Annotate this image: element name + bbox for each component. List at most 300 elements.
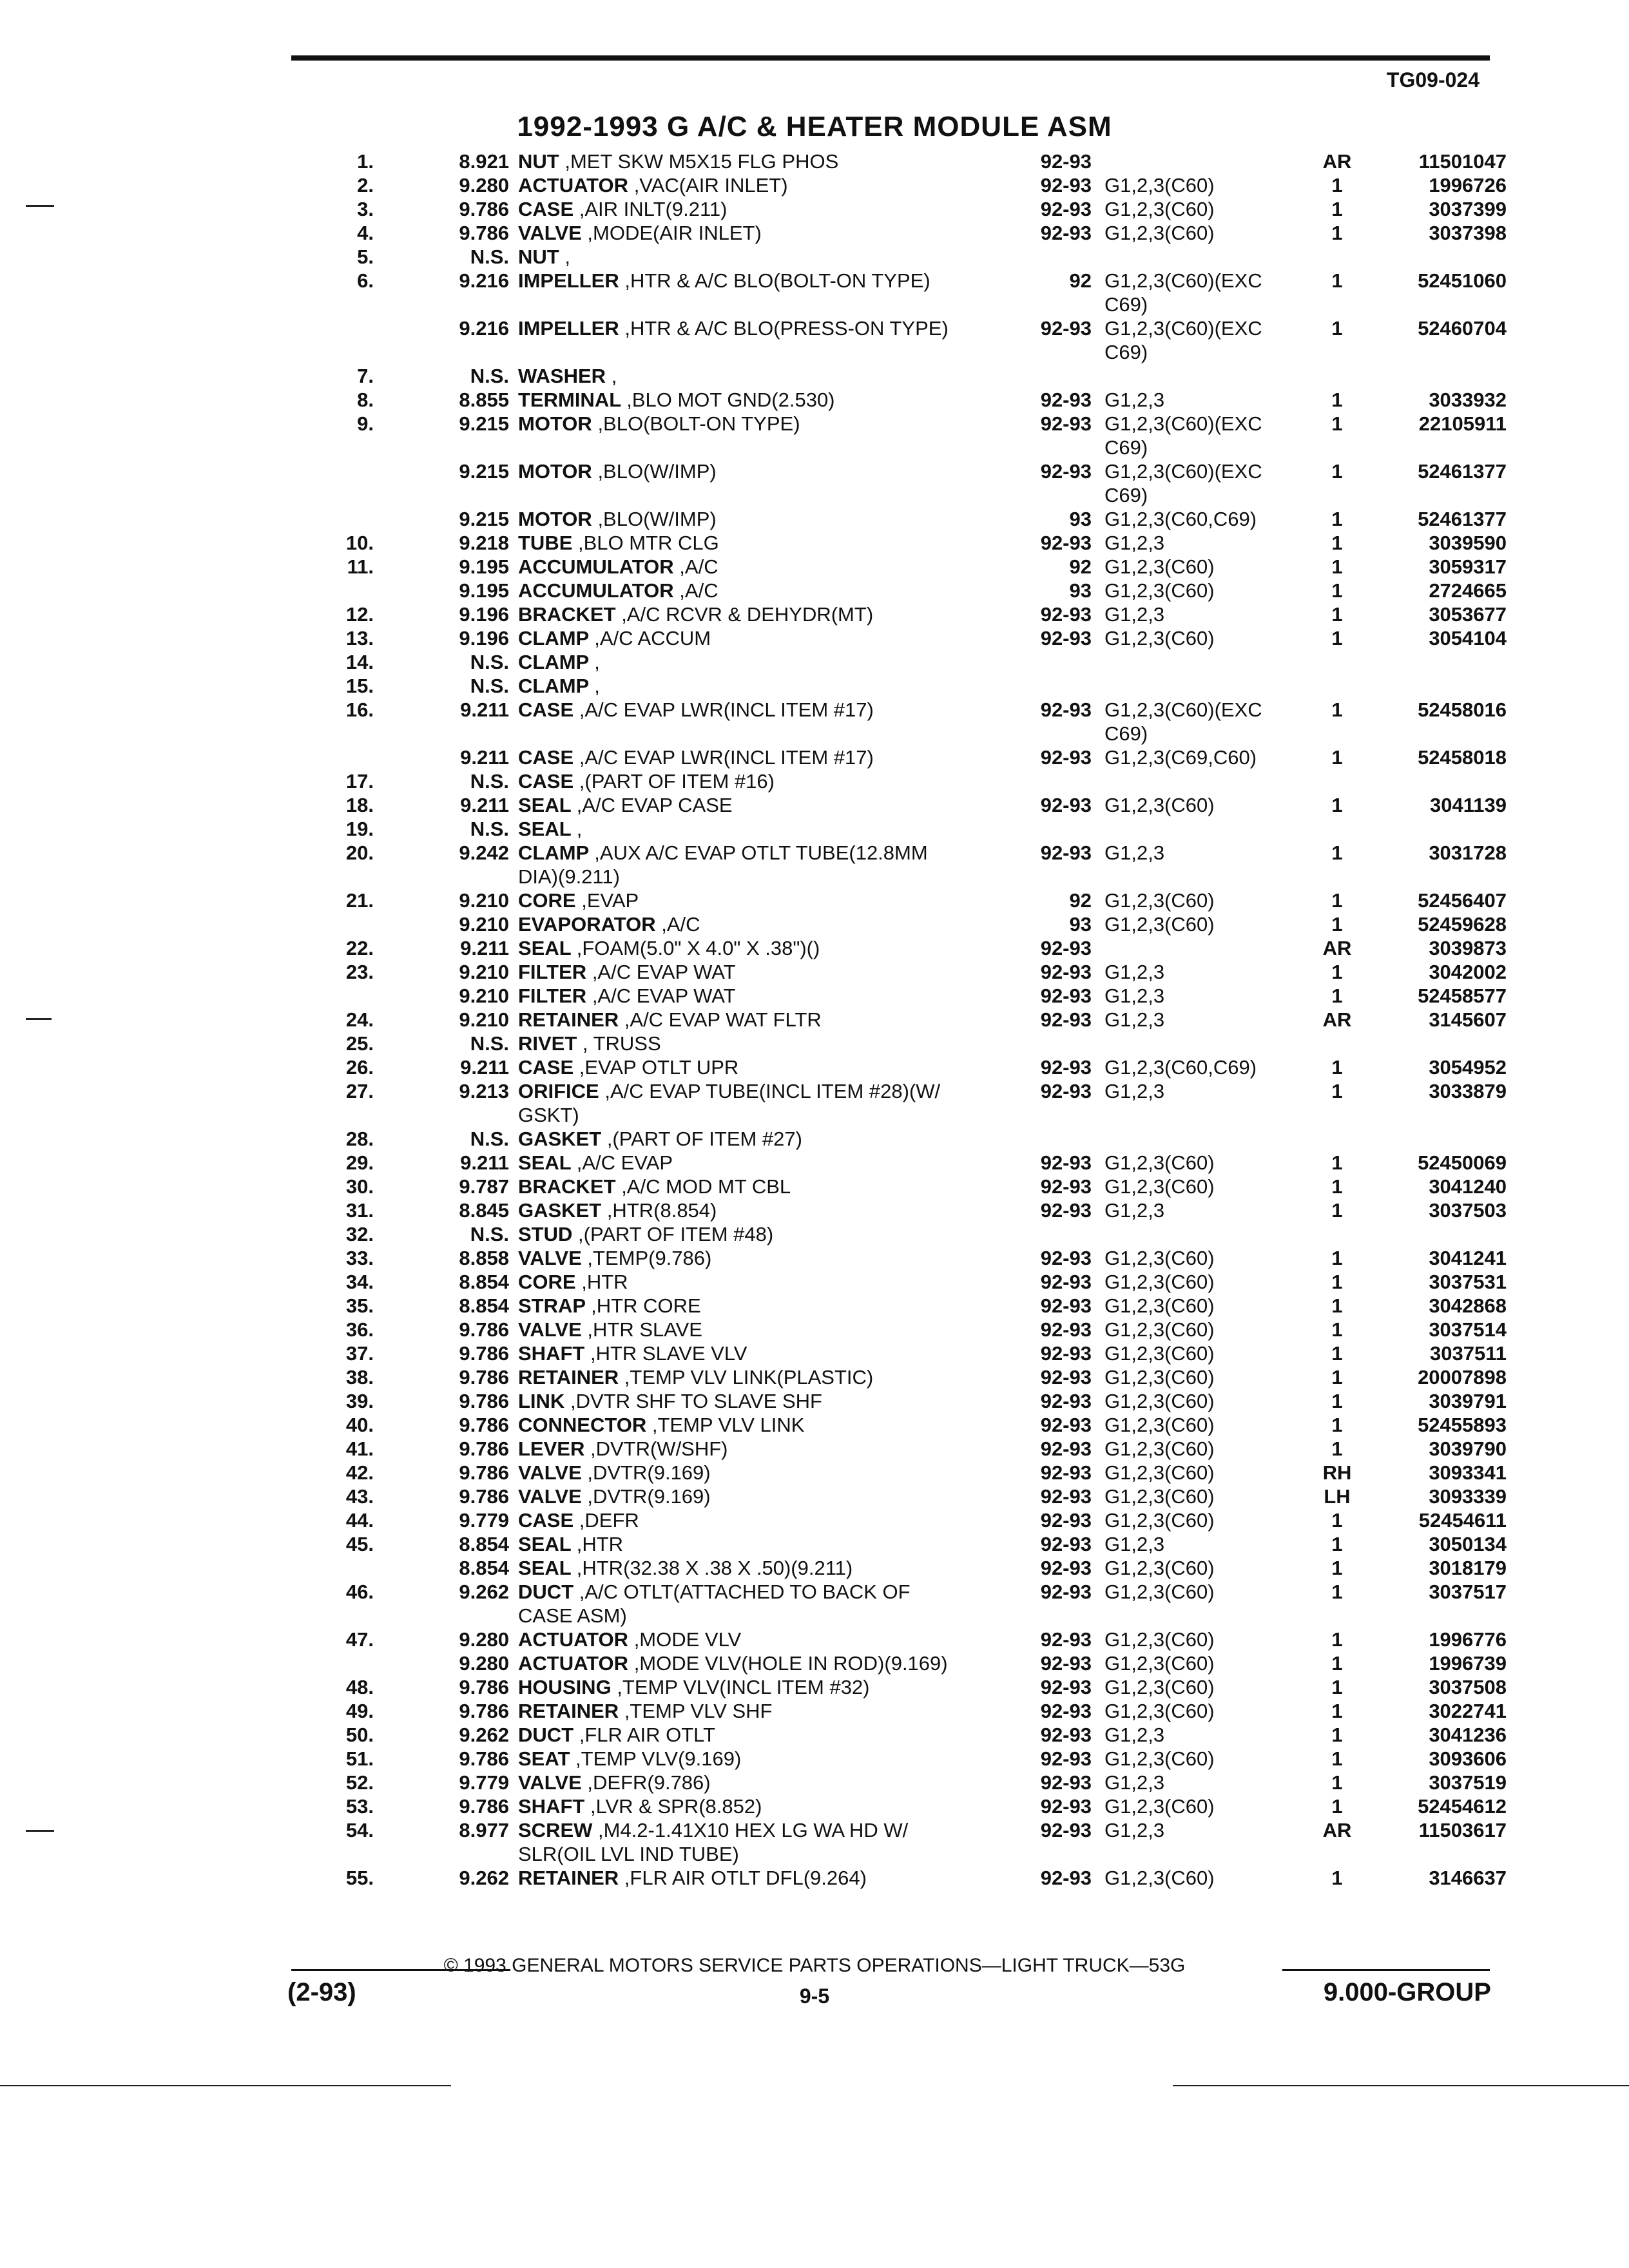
item-number: 53.	[345, 1795, 374, 1818]
part-detail: ,	[594, 675, 600, 697]
section-number: 8.854	[459, 1294, 509, 1317]
part-row	[309, 1866, 1507, 1890]
part-row	[309, 507, 1507, 531]
part-description	[509, 245, 1025, 269]
part-name: RETAINER	[518, 1700, 619, 1722]
part-number: 3033932	[1429, 389, 1507, 411]
section-number: 9.210	[459, 913, 509, 936]
section-number: 9.215	[459, 412, 509, 435]
part-number: 3053677	[1429, 603, 1507, 626]
part-row	[309, 555, 1507, 579]
part-name: MOTOR	[518, 508, 592, 530]
part-number: 3054952	[1429, 1056, 1507, 1079]
part-name: CASE	[518, 746, 574, 769]
part-description	[509, 1437, 1025, 1461]
section-number: 9.280	[459, 1628, 509, 1651]
part-description	[509, 674, 1025, 698]
part-number: 3039790	[1429, 1437, 1507, 1460]
section-number: 9.779	[459, 1771, 509, 1794]
part-row	[309, 1151, 1507, 1175]
quantity: RH	[1322, 1461, 1352, 1484]
model-usage: G1,2,3(C60)	[1104, 1318, 1215, 1341]
part-description	[509, 1723, 1025, 1747]
part-number: 3054104	[1429, 627, 1507, 649]
model-usage: G1,2,3(C60)	[1104, 889, 1215, 912]
section-number: 9.242	[459, 841, 509, 864]
section-number: 8.921	[459, 150, 509, 173]
part-row	[309, 1794, 1507, 1818]
model-years: 92-93	[1040, 603, 1092, 626]
part-name: FILTER	[518, 961, 587, 983]
part-number: 52460704	[1418, 317, 1507, 340]
model-years: 92-93	[1040, 1461, 1092, 1484]
part-row	[309, 936, 1507, 960]
model-usage: G1,2,3(C60)	[1104, 627, 1215, 649]
item-number: 8.	[357, 389, 374, 411]
section-number: 9.210	[459, 1008, 509, 1031]
part-detail: , TRUSS	[582, 1032, 661, 1055]
model-years: 93	[1069, 579, 1092, 602]
part-description	[509, 793, 1025, 817]
part-row	[309, 1246, 1507, 1270]
section-number: 9.210	[459, 985, 509, 1007]
item-number: 40.	[345, 1414, 374, 1436]
item-number: 10.	[345, 532, 374, 554]
quantity: 1	[1331, 460, 1343, 483]
model-years: 92-93	[1040, 627, 1092, 649]
item-number: 54.	[345, 1819, 374, 1841]
quantity: 1	[1331, 555, 1343, 578]
part-description	[509, 1055, 1025, 1079]
item-number: 18.	[345, 794, 374, 816]
quantity: 1	[1331, 961, 1343, 983]
model-usage: G1,2,3(C60)	[1104, 1867, 1215, 1889]
part-name: BRACKET	[518, 603, 616, 626]
section-number: N.S.	[470, 1128, 509, 1150]
part-detail: ,(PART OF ITEM #48)	[578, 1223, 774, 1245]
model-years: 92-93	[1040, 198, 1092, 220]
part-detail: ,BLO MOT GND(2.530)	[626, 389, 835, 411]
quantity: 1	[1331, 1628, 1343, 1651]
part-detail: ,A/C EVAP TUBE(INCL ITEM #28)(W/ GSKT)	[518, 1080, 941, 1126]
part-detail: ,HTR	[576, 1533, 624, 1555]
model-usage: G1,2,3	[1104, 603, 1165, 626]
part-description	[509, 269, 1025, 293]
section-number: 9.195	[459, 579, 509, 602]
part-number: 52461377	[1418, 508, 1507, 530]
section-number: 9.211	[460, 698, 509, 721]
quantity: 1	[1331, 1747, 1343, 1770]
item-number: 28.	[345, 1128, 374, 1150]
model-years: 92-93	[1040, 1318, 1092, 1341]
section-number: N.S.	[470, 365, 509, 387]
part-description	[509, 1413, 1025, 1437]
part-number: 3037531	[1429, 1271, 1507, 1293]
model-usage: G1,2,3(C60)	[1104, 1485, 1215, 1508]
section-number: N.S.	[470, 651, 509, 673]
section-number: 9.779	[459, 1509, 509, 1532]
model-years: 92-93	[1040, 222, 1092, 244]
part-detail: ,TEMP VLV LINK(PLASTIC)	[624, 1366, 874, 1389]
part-row	[309, 1699, 1507, 1723]
part-row	[309, 1341, 1507, 1365]
item-number: 23.	[345, 961, 374, 983]
part-detail: ,MODE(AIR INLET)	[587, 222, 762, 244]
model-years: 92	[1069, 889, 1092, 912]
part-description	[509, 364, 1025, 388]
quantity: 1	[1331, 841, 1343, 864]
part-detail: ,DVTR(W/SHF)	[590, 1437, 728, 1460]
part-detail: ,TEMP(9.786)	[587, 1247, 712, 1269]
part-detail: ,A/C EVAP LWR(INCL ITEM #17)	[579, 698, 874, 721]
section-number: 9.196	[459, 603, 509, 626]
item-number: 1.	[357, 150, 374, 173]
model-years: 93	[1069, 913, 1092, 936]
item-number: 12.	[345, 603, 374, 626]
model-usage: G1,2,3(C60)	[1104, 1247, 1215, 1269]
part-row	[309, 364, 1507, 388]
part-row	[309, 459, 1507, 507]
model-usage: G1,2,3(C60)	[1104, 1700, 1215, 1722]
section-number: 9.211	[460, 794, 509, 816]
margin-mark	[26, 1018, 52, 1020]
part-description	[509, 1222, 1025, 1246]
part-name: CASE	[518, 770, 574, 793]
section-number: 9.280	[459, 1652, 509, 1675]
part-row	[309, 269, 1507, 316]
part-name: SEAL	[518, 1533, 572, 1555]
section-number: 9.211	[460, 746, 509, 769]
section-number: 9.262	[459, 1867, 509, 1889]
model-usage: G1,2,3(C60)	[1104, 555, 1215, 578]
part-description	[509, 1032, 1025, 1055]
section-number: 8.977	[459, 1819, 509, 1841]
quantity: 1	[1331, 1414, 1343, 1436]
part-number: 3145607	[1429, 1008, 1507, 1031]
quantity: 1	[1331, 508, 1343, 530]
item-number: 24.	[345, 1008, 374, 1031]
section-number: N.S.	[470, 675, 509, 697]
part-description	[509, 1508, 1025, 1532]
quantity: 1	[1331, 1533, 1343, 1555]
part-description	[509, 531, 1025, 555]
part-name: RETAINER	[518, 1867, 619, 1889]
quantity: 1	[1331, 269, 1343, 292]
part-description	[509, 388, 1025, 412]
quantity: 1	[1331, 1700, 1343, 1722]
part-row	[309, 1651, 1507, 1675]
part-name: CLAMP	[518, 841, 589, 864]
part-description	[509, 912, 1025, 936]
item-number: 3.	[357, 198, 374, 220]
quantity: 1	[1331, 1175, 1343, 1198]
item-number: 36.	[345, 1318, 374, 1341]
part-name: GASKET	[518, 1199, 602, 1222]
part-number: 3037399	[1429, 198, 1507, 220]
part-description	[509, 1532, 1025, 1556]
part-row	[309, 889, 1507, 912]
model-usage: G1,2,3(C60)	[1104, 198, 1215, 220]
item-number: 51.	[345, 1747, 374, 1770]
model-usage: G1,2,3(C60)	[1104, 1390, 1215, 1412]
model-years: 92-93	[1040, 150, 1092, 173]
part-name: EVAPORATOR	[518, 913, 656, 936]
model-years: 92	[1069, 269, 1092, 292]
part-description	[509, 316, 1025, 340]
part-number: 3039873	[1429, 937, 1507, 959]
part-description	[509, 1008, 1025, 1032]
item-number: 39.	[345, 1390, 374, 1412]
model-years: 92-93	[1040, 1747, 1092, 1770]
model-years: 92-93	[1040, 1437, 1092, 1460]
part-detail: ,A/C	[679, 579, 718, 602]
part-detail: ,A/C EVAP WAT	[592, 985, 736, 1007]
part-detail: ,HTR SLAVE	[587, 1318, 702, 1341]
model-years: 92-93	[1040, 1342, 1092, 1365]
section-number: 9.786	[459, 222, 509, 244]
item-number: 41.	[345, 1437, 374, 1460]
margin-mark	[26, 205, 54, 207]
part-description	[509, 1318, 1025, 1341]
part-number: 52454612	[1418, 1795, 1507, 1818]
model-usage: G1,2,3(C60,C69)	[1104, 508, 1257, 530]
part-number: 3050134	[1429, 1533, 1507, 1555]
page-title: 1992-1993 G A/C & HEATER MODULE ASM	[517, 111, 1112, 142]
part-number: 3041139	[1430, 794, 1507, 816]
part-name: WASHER	[518, 365, 606, 387]
model-years: 93	[1069, 508, 1092, 530]
part-number: 3039791	[1429, 1390, 1507, 1412]
quantity: 1	[1331, 698, 1343, 721]
quantity: 1	[1331, 1581, 1343, 1603]
quantity: 1	[1331, 1056, 1343, 1079]
part-row	[309, 388, 1507, 412]
item-number: 26.	[345, 1056, 374, 1079]
model-usage: G1,2,3(C60)	[1104, 1151, 1215, 1174]
part-number: 3146637	[1429, 1867, 1507, 1889]
quantity: 1	[1331, 889, 1343, 912]
quantity: 1	[1331, 1247, 1343, 1269]
part-name: ACCUMULATOR	[518, 555, 674, 578]
model-usage: G1,2,3(C60)	[1104, 794, 1215, 816]
part-name: MOTOR	[518, 460, 592, 483]
quantity: 1	[1331, 603, 1343, 626]
model-usage: G1,2,3(C60)	[1104, 1795, 1215, 1818]
part-detail: ,MET SKW M5X15 FLG PHOS	[564, 150, 839, 173]
quantity: 1	[1331, 1557, 1343, 1579]
part-name: NUT	[518, 150, 559, 173]
part-number: 11503617	[1418, 1819, 1507, 1841]
item-number: 30.	[345, 1175, 374, 1198]
model-years: 92-93	[1040, 746, 1092, 769]
model-years: 92-93	[1040, 532, 1092, 554]
quantity: 1	[1331, 1151, 1343, 1174]
part-name: DUCT	[518, 1581, 574, 1603]
part-number: 3018179	[1429, 1557, 1507, 1579]
quantity: 1	[1331, 1771, 1343, 1794]
part-row	[309, 1222, 1507, 1246]
part-detail: ,A/C EVAP WAT	[592, 961, 736, 983]
part-description	[509, 960, 1025, 984]
model-years: 92-93	[1040, 174, 1092, 197]
model-usage: G1,2,3(C60)	[1104, 1175, 1215, 1198]
part-name: CLAMP	[518, 675, 589, 697]
model-years: 92-93	[1040, 1509, 1092, 1532]
part-description	[509, 555, 1025, 579]
quantity: AR	[1322, 1819, 1352, 1841]
item-number: 45.	[345, 1533, 374, 1555]
part-description	[509, 1818, 1025, 1866]
part-detail: ,AIR INLT(9.211)	[579, 198, 728, 220]
model-usage: G1,2,3(C60)(EXC C69)	[1104, 698, 1262, 745]
part-name: CONNECTOR	[518, 1414, 647, 1436]
part-row	[309, 1413, 1507, 1437]
model-usage: G1,2,3	[1104, 1724, 1165, 1746]
quantity: 1	[1331, 1318, 1343, 1341]
part-row	[309, 412, 1507, 459]
section-number: 9.196	[459, 627, 509, 649]
part-row	[309, 1485, 1507, 1508]
model-usage: G1,2,3(C60)	[1104, 1461, 1215, 1484]
part-name: RIVET	[518, 1032, 577, 1055]
part-detail: ,LVR & SPR(8.852)	[590, 1795, 762, 1818]
part-number: 11501047	[1418, 150, 1507, 173]
item-number: 27.	[345, 1080, 374, 1102]
part-row	[309, 769, 1507, 793]
part-detail: ,HTR SLAVE VLV	[590, 1342, 747, 1365]
item-number: 31.	[345, 1199, 374, 1222]
item-number: 11.	[347, 555, 374, 578]
part-row	[309, 1580, 1507, 1628]
top-rule	[291, 55, 1490, 61]
part-number: 3093606	[1429, 1747, 1507, 1770]
part-name: SEAT	[518, 1747, 570, 1770]
part-detail: ,TEMP VLV SHF	[624, 1700, 773, 1722]
part-row	[309, 1556, 1507, 1580]
part-description	[509, 221, 1025, 245]
part-description	[509, 459, 1025, 483]
model-usage: G1,2,3	[1104, 1008, 1165, 1031]
model-usage: G1,2,3(C60)	[1104, 1628, 1215, 1651]
item-number: 17.	[345, 770, 374, 793]
section-number: 9.195	[459, 555, 509, 578]
section-number: 9.215	[459, 508, 509, 530]
part-name: ACTUATOR	[518, 1628, 629, 1651]
model-usage: G1,2,3(C60)	[1104, 174, 1215, 197]
part-description	[509, 149, 1025, 173]
section-number: 8.855	[459, 389, 509, 411]
part-number: 52451060	[1418, 269, 1507, 292]
item-number: 38.	[345, 1366, 374, 1389]
part-name: ORIFICE	[518, 1080, 599, 1102]
part-number: 52456407	[1418, 889, 1507, 912]
part-row	[309, 197, 1507, 221]
part-number: 3041236	[1429, 1724, 1507, 1746]
part-detail: ,(PART OF ITEM #16)	[579, 770, 775, 793]
section-number: 9.210	[459, 961, 509, 983]
model-usage: G1,2,3(C60)	[1104, 1747, 1215, 1770]
quantity: 1	[1331, 1867, 1343, 1889]
part-row	[309, 1318, 1507, 1341]
section-number: 8.845	[459, 1199, 509, 1222]
model-years: 92-93	[1040, 1175, 1092, 1198]
part-name: SEAL	[518, 1151, 572, 1174]
quantity: 1	[1331, 913, 1343, 936]
part-row	[309, 1461, 1507, 1485]
item-number: 13.	[345, 627, 374, 649]
part-row	[309, 793, 1507, 817]
quantity: 1	[1331, 627, 1343, 649]
part-name: ACTUATOR	[518, 174, 629, 197]
model-usage: G1,2,3	[1104, 1199, 1165, 1222]
item-number: 22.	[345, 937, 374, 959]
part-detail: ,HTR & A/C BLO(PRESS-ON TYPE)	[624, 317, 949, 340]
part-name: HOUSING	[518, 1676, 612, 1698]
section-number: N.S.	[470, 770, 509, 793]
model-usage: G1,2,3	[1104, 1080, 1165, 1102]
part-detail: ,AUX A/C EVAP OTLT TUBE(12.8MM DIA)(9.211)	[518, 841, 928, 888]
part-detail: ,BLO(W/IMP)	[597, 508, 717, 530]
section-number: 9.211	[460, 937, 509, 959]
quantity: 1	[1331, 389, 1343, 411]
model-years: 92-93	[1040, 1700, 1092, 1722]
model-years: 92-93	[1040, 1485, 1092, 1508]
item-number: 37.	[345, 1342, 374, 1365]
part-name: FILTER	[518, 985, 587, 1007]
part-description	[509, 698, 1025, 722]
part-number: 3022741	[1429, 1700, 1507, 1722]
model-years: 92-93	[1040, 460, 1092, 483]
part-detail: ,	[594, 651, 600, 673]
margin-mark	[26, 1830, 54, 1832]
item-number: 21.	[345, 889, 374, 912]
part-detail: ,M4.2-1.41X10 HEX LG WA HD W/ SLR(OIL LVL IND TUBE)	[518, 1819, 909, 1865]
model-usage: G1,2,3	[1104, 1533, 1165, 1555]
model-years: 92-93	[1040, 1056, 1092, 1079]
part-description	[509, 841, 1025, 889]
part-number: 2724665	[1429, 579, 1507, 602]
part-detail: ,HTR CORE	[591, 1294, 701, 1317]
part-number: 22105911	[1418, 412, 1507, 435]
section-number: 9.213	[459, 1080, 509, 1102]
item-number: 35.	[345, 1294, 374, 1317]
part-name: SCREW	[518, 1819, 593, 1841]
part-description	[509, 1628, 1025, 1651]
quantity: AR	[1322, 150, 1352, 173]
part-detail: ,FOAM(5.0" X 4.0" X .38")()	[576, 937, 820, 959]
part-name: MOTOR	[518, 412, 592, 435]
part-detail: ,TEMP VLV LINK	[651, 1414, 805, 1436]
item-number: 49.	[345, 1700, 374, 1722]
part-row	[309, 1818, 1507, 1866]
part-name: CORE	[518, 1271, 576, 1293]
quantity: 1	[1331, 1390, 1343, 1412]
part-detail: ,HTR & A/C BLO(BOLT-ON TYPE)	[624, 269, 930, 292]
section-number: 9.211	[460, 1056, 509, 1079]
part-number: 3042002	[1429, 961, 1507, 983]
part-description	[509, 1246, 1025, 1270]
model-years: 92-93	[1040, 1414, 1092, 1436]
item-number: 4.	[357, 222, 374, 244]
part-detail: ,EVAP OTLT UPR	[579, 1056, 739, 1079]
model-usage: G1,2,3(C60)(EXC C69)	[1104, 317, 1262, 363]
item-number: 43.	[345, 1485, 374, 1508]
part-row	[309, 960, 1507, 984]
section-number: N.S.	[470, 245, 509, 268]
part-name: SHAFT	[518, 1795, 585, 1818]
part-name: VALVE	[518, 222, 582, 244]
quantity: 1	[1331, 579, 1343, 602]
